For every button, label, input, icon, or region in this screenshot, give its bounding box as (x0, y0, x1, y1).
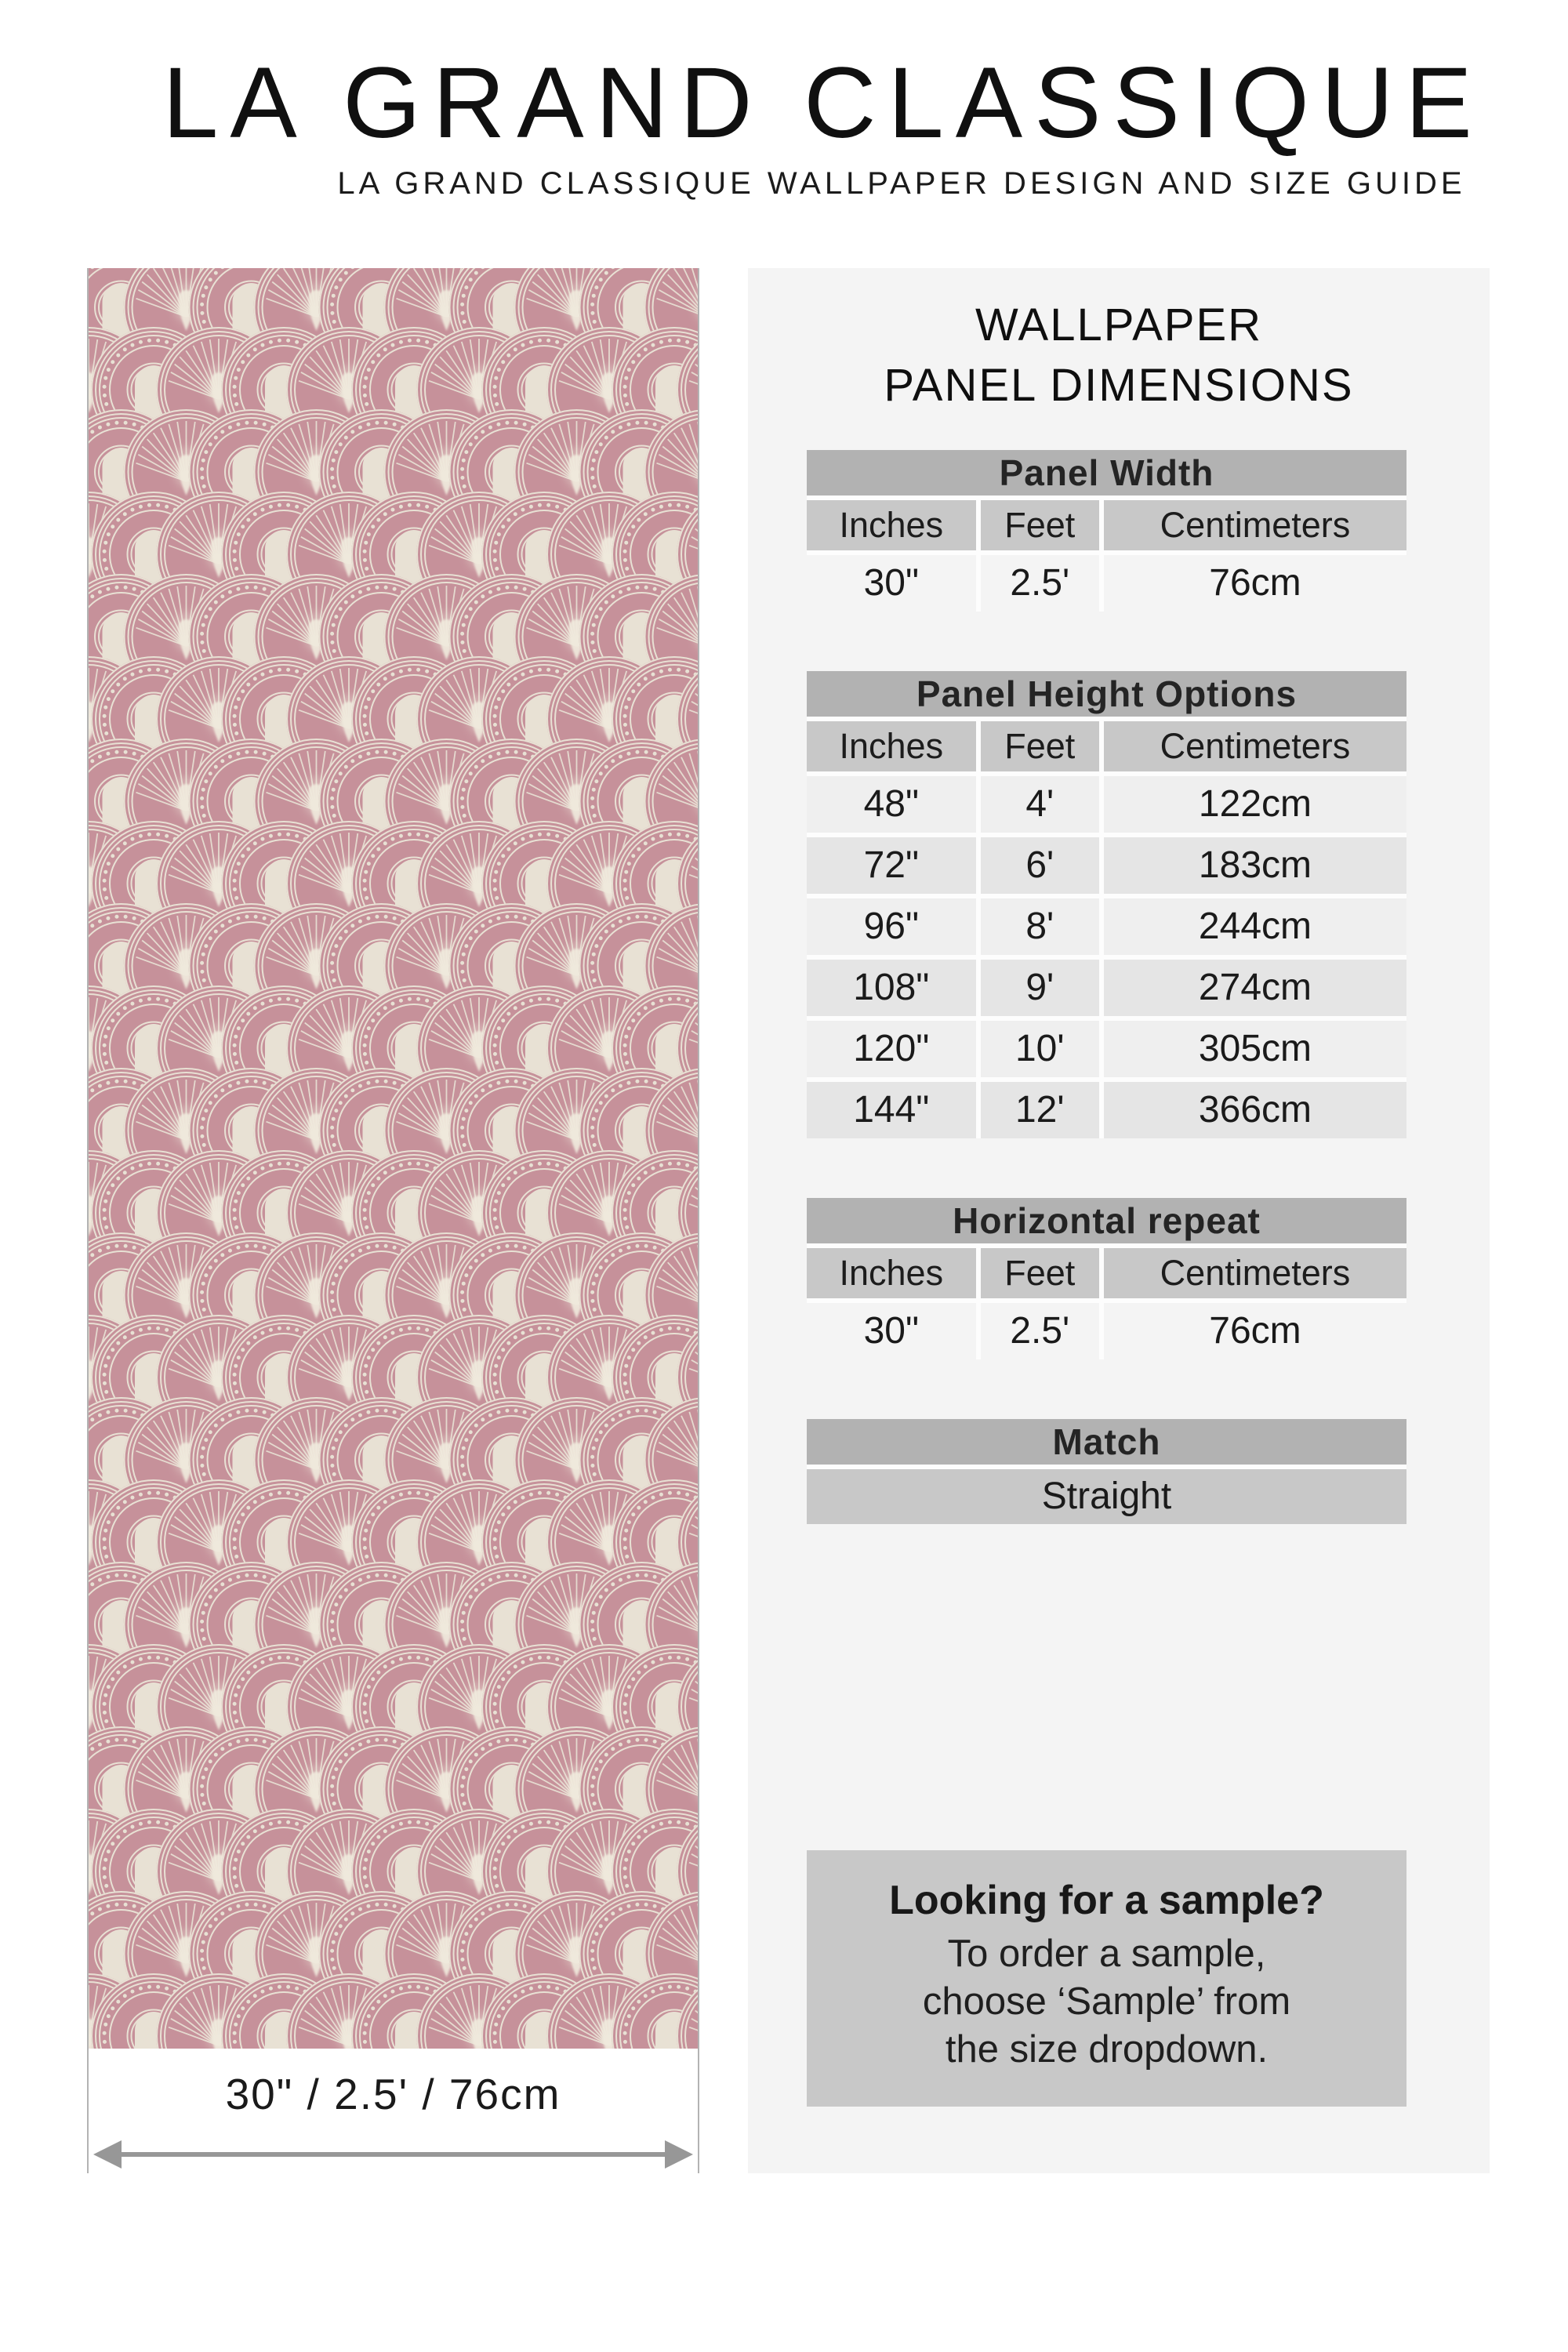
table-row (807, 898, 1406, 955)
sample-info-line: the size dropdown. (945, 2028, 1269, 2071)
dimension-tables (807, 450, 1406, 1524)
table-section (807, 671, 1406, 1138)
table-row (807, 776, 1406, 833)
section-header: Match (807, 1419, 1406, 1465)
value-cell: 108" (807, 960, 976, 1016)
value-row-full: Straight (807, 1469, 1406, 1524)
sample-info-line: To order a sample, (947, 1933, 1266, 1975)
table-row (807, 555, 1406, 612)
value-cell: 76cm (1104, 1303, 1406, 1359)
sample-info-title: Looking for a sample? (889, 1878, 1324, 1923)
value-cell: 30" (807, 555, 976, 612)
value-cell: 48" (807, 776, 976, 833)
column-header-cell: Feet (981, 721, 1099, 771)
value-cell: 274cm (1104, 960, 1406, 1016)
value-cell: 72" (807, 837, 976, 894)
value-cell: 183cm (1104, 837, 1406, 894)
value-cell: 76cm (1104, 555, 1406, 612)
value-cell: 144" (807, 1082, 976, 1138)
column-header-cell: Inches (807, 500, 976, 550)
wallpaper-pattern (89, 268, 698, 2049)
panel-width-measure-label: 30" / 2.5' / 76cm (225, 2070, 561, 2118)
section-header: Horizontal repeat (807, 1198, 1406, 1243)
column-header-cell: Inches (807, 721, 976, 771)
value-cell: 8' (981, 898, 1099, 955)
value-cell: 2.5' (981, 555, 1099, 612)
value-cell: 30" (807, 1303, 976, 1359)
arrow-line (114, 2152, 673, 2157)
value-cell: 122cm (1104, 776, 1406, 833)
table-row (807, 837, 1406, 894)
value-cell: 2.5' (981, 1303, 1099, 1359)
value-cell: 305cm (1104, 1021, 1406, 1077)
column-header-cell: Centimeters (1104, 1248, 1406, 1298)
page-title: LA GRAND CLASSIQUE (162, 47, 1484, 159)
table-section (807, 1198, 1406, 1359)
column-header-cell: Inches (807, 1248, 976, 1298)
table-section (807, 450, 1406, 612)
value-cell: 4' (981, 776, 1099, 833)
section-header: Panel Width (807, 450, 1406, 495)
dimensions-heading-line2: PANEL DIMENSIONS (884, 360, 1354, 411)
table-row (807, 1082, 1406, 1138)
sample-info-line: choose ‘Sample’ from (922, 1980, 1291, 2023)
wallpaper-pattern-image (89, 268, 698, 2049)
value-cell: 6' (981, 837, 1099, 894)
sample-info-box (807, 1850, 1406, 2107)
column-header-row (807, 721, 1406, 771)
dimensions-panel (748, 268, 1490, 2173)
value-cell: 96" (807, 898, 976, 955)
column-header-row (807, 1248, 1406, 1298)
page-subtitle: LA GRAND CLASSIQUE WALLPAPER DESIGN AND SIZE GUIDE (337, 166, 1466, 201)
value-cell: 366cm (1104, 1082, 1406, 1138)
value-cell: 12' (981, 1082, 1099, 1138)
column-header-cell: Centimeters (1104, 721, 1406, 771)
value-cell: 9' (981, 960, 1099, 1016)
column-header-cell: Centimeters (1104, 500, 1406, 550)
column-header-cell: Feet (981, 500, 1099, 550)
column-header-cell: Feet (981, 1248, 1099, 1298)
column-header-row (807, 500, 1406, 550)
arrow-left-head-icon (93, 2140, 122, 2169)
arrow-right-head-icon (665, 2140, 693, 2169)
dimensions-heading-line1: WALLPAPER (975, 299, 1263, 350)
table-row (807, 960, 1406, 1016)
table-section (807, 1419, 1406, 1524)
wallpaper-panel-preview (87, 268, 699, 2173)
dimensions-heading (748, 268, 1490, 416)
panel-width-arrow (92, 2140, 695, 2169)
table-row (807, 1303, 1406, 1359)
value-cell: 244cm (1104, 898, 1406, 955)
value-cell: 10' (981, 1021, 1099, 1077)
value-cell: 120" (807, 1021, 976, 1077)
section-header: Panel Height Options (807, 671, 1406, 717)
table-row (807, 1021, 1406, 1077)
